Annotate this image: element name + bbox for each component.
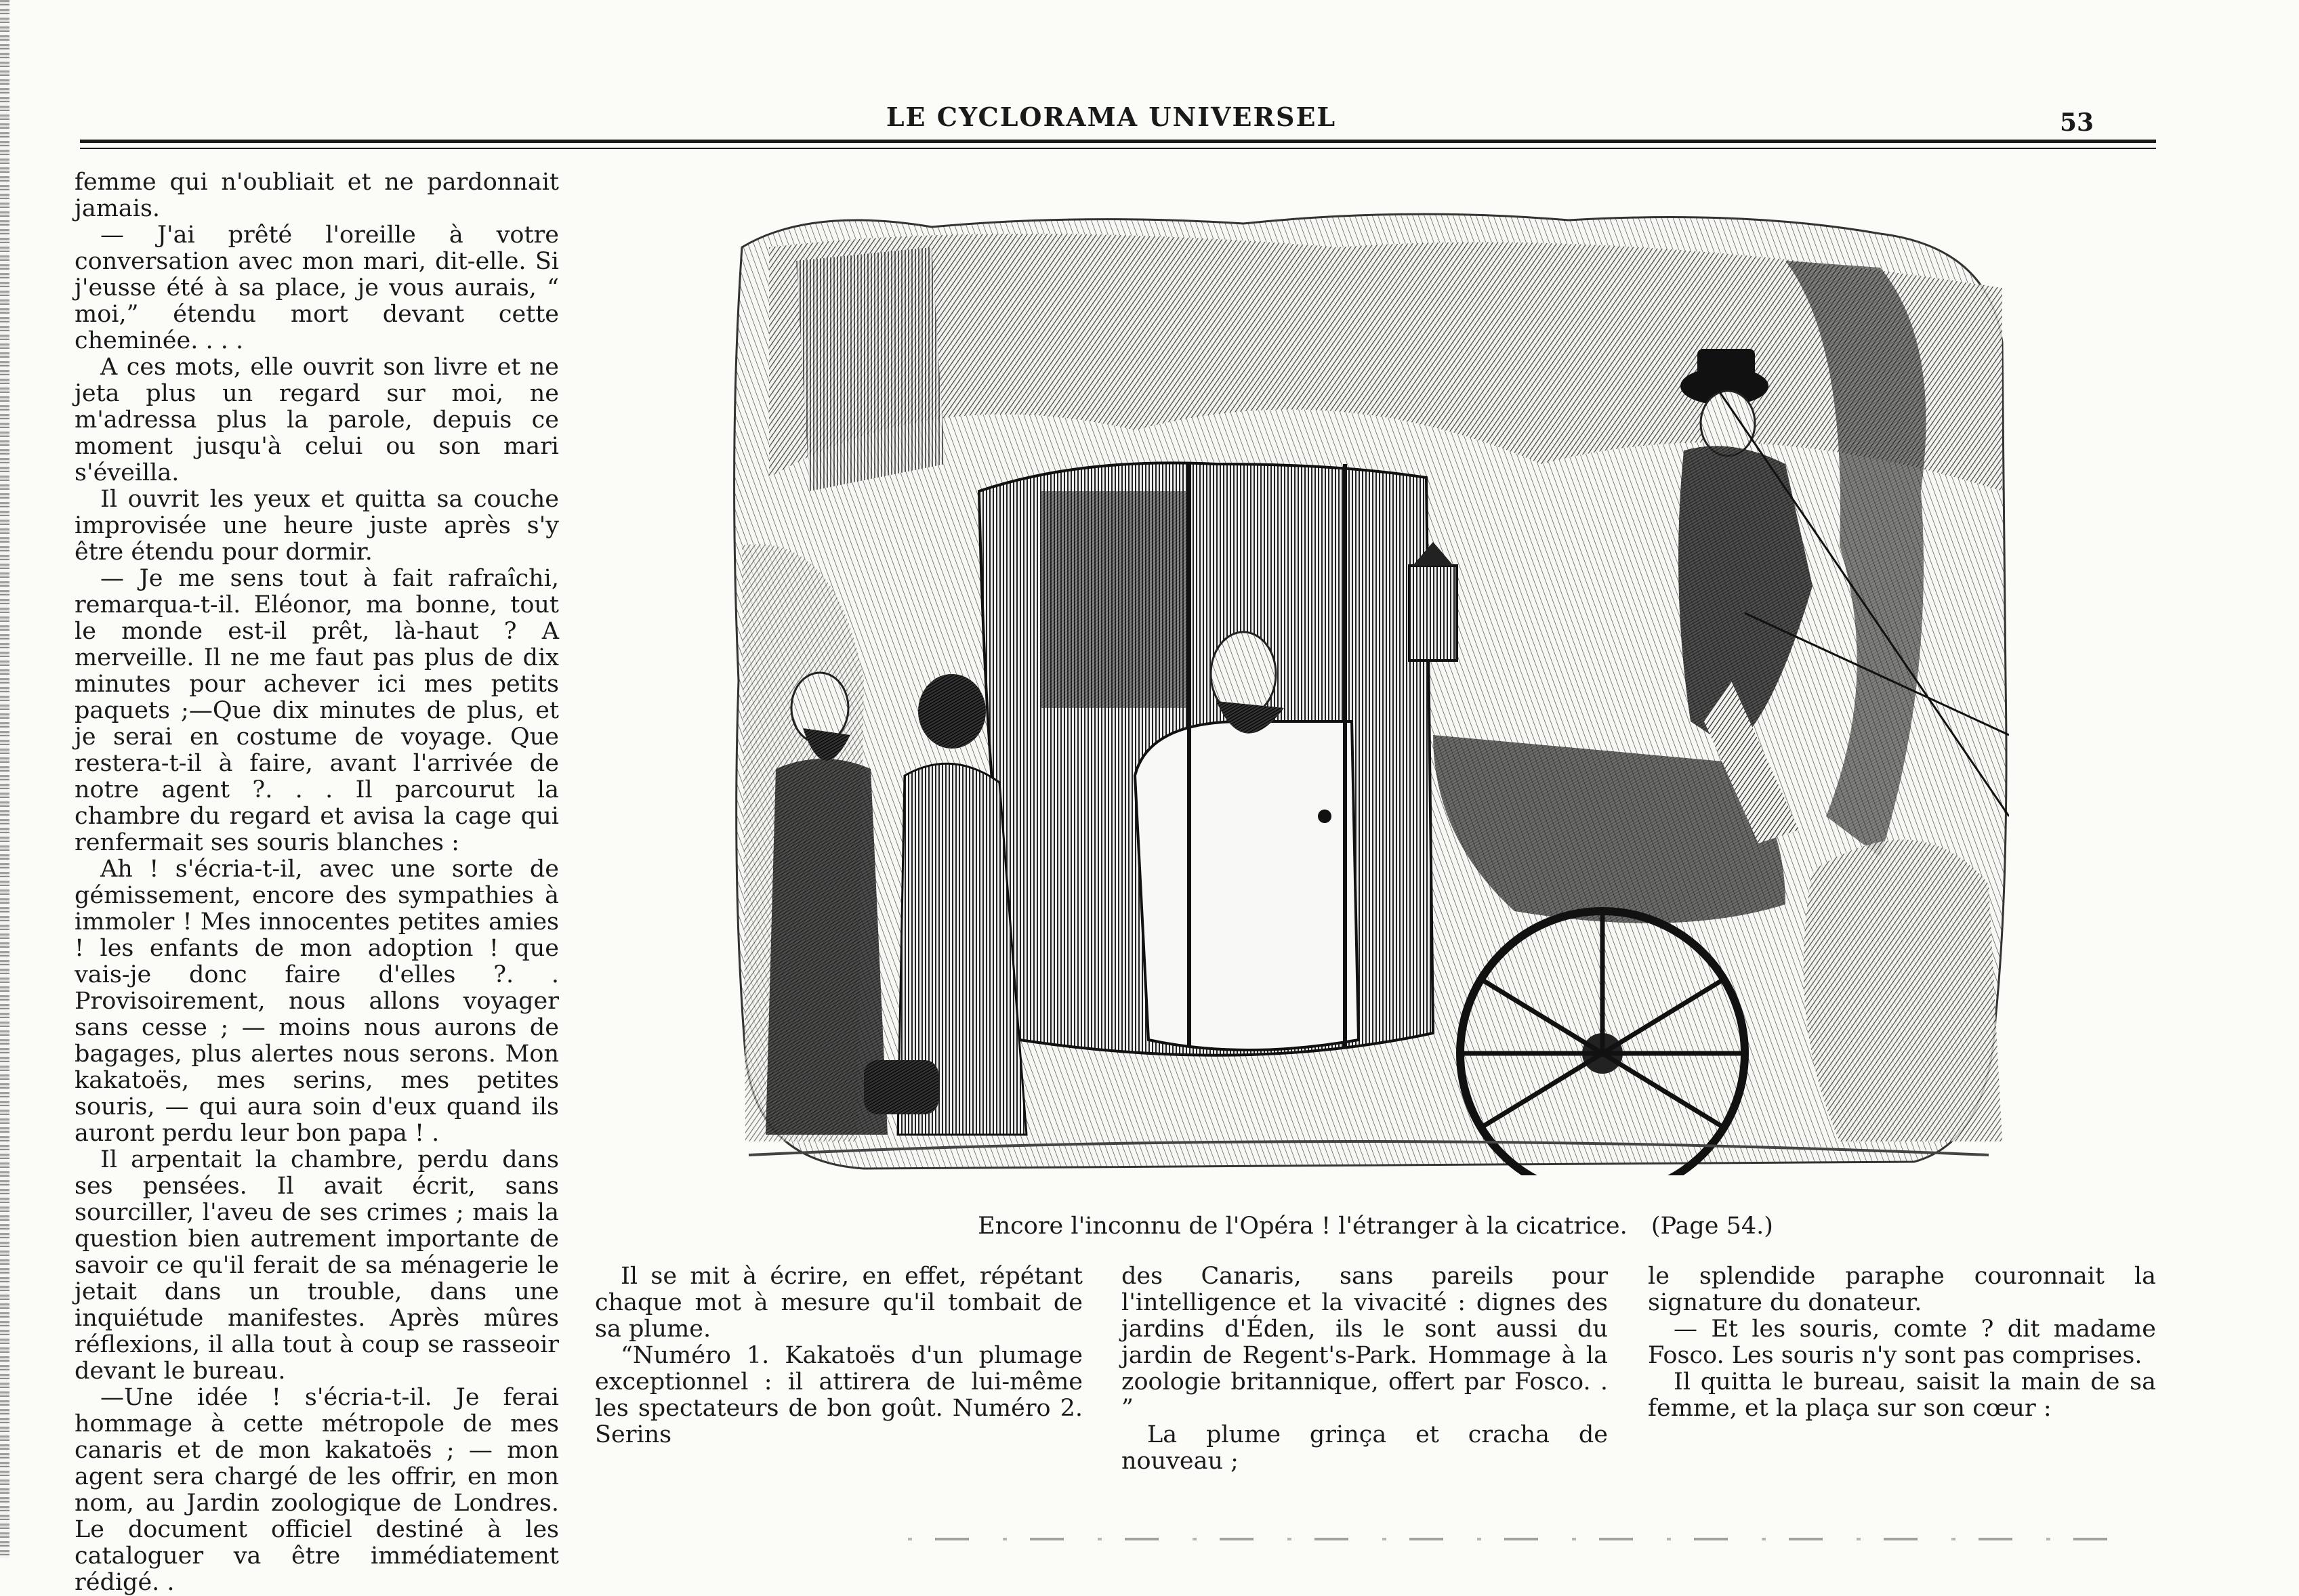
paragraph: — Je me sens tout à fait rafraîchi, remarqua-t-il. Eléonor, ma bonne, tout le monde est-il prêt, là-haut ? A merveille. Il ne me faut pas plus de dix minutes pour achever ici mes petits paquets ;—Que dix minutes de plus, et je serai en costume de voyage. Que restera-t-il à faire, avant l'arrivée de notre agent ?. . . Il parcourut la chambre du regard et avisa la cage qui renfermait ses souris blanches : xyxy=(75,565,559,856)
header-rule-thin xyxy=(80,148,2156,149)
illustration-caption xyxy=(901,1213,1850,1240)
paragraph: Il ouvrit les yeux et quitta sa couche improvisée une heure juste après s'y être étendu pour dormir. xyxy=(75,486,559,566)
paragraph: Il quitta le bureau, saisit la main de sa femme, et la plaça sur son cœur : xyxy=(1648,1368,2156,1422)
text-column-left xyxy=(75,169,559,1596)
paragraph: — J'ai prêté l'oreille à votre conversation avec mon mari, dit-elle. Si j'eusse été à sa place, je vous aurais, “ moi,” étendu mort devant cette cheminée. . . . xyxy=(75,222,559,354)
paragraph: — Et les souris, comte ? dit madame Fosco. Les souris n'y sont pas comprises. xyxy=(1648,1316,2156,1369)
paragraph: —Une idée ! s'écria-t-il. Je ferai hommage à cette métropole de mes canaris et de mon kakatoës ; — mon agent sera chargé de les offrir, en mon nom, au Jardin zoologique de Londres. Le document officiel destiné à les cataloguer va être immédiatement rédigé. . xyxy=(75,1384,559,1596)
paragraph: le splendide paraphe couronnait la signature du donateur. xyxy=(1648,1263,2156,1316)
paragraph: femme qui n'oubliait et ne pardonnait jamais. xyxy=(75,169,559,222)
print-specks xyxy=(908,1538,2114,1540)
page-binding-edge xyxy=(0,0,9,1558)
engraving-illustration xyxy=(728,207,2009,1175)
paragraph: La plume grinça et cracha de nouveau ; xyxy=(1121,1421,1608,1475)
paragraph: des Canaris, sans pareils pour l'intelligence et la vivacité : dignes des jardins d'Éden, ils le sont aussi du jardin de Regent's-Park. Hommage à la zoologie britannique, offert par Fosco. . ” xyxy=(1121,1263,1608,1422)
header-rule xyxy=(80,140,2156,143)
page-number: 53 xyxy=(2060,108,2094,137)
text-column-bottom-1 xyxy=(595,1263,1083,1448)
paragraph: “Numéro 1. Kakatoës d'un plumage exceptionnel : il attirera de lui-même les spectateurs de bon goût. Numéro 2. Serins xyxy=(595,1342,1083,1448)
paragraph: A ces mots, elle ouvrit son livre et ne jeta plus un regard sur moi, ne m'adressa plus la parole, depuis ce moment jusqu'à celui ou son mari s'éveilla. xyxy=(75,354,559,486)
paragraph: Il se mit à écrire, en effet, répétant chaque mot à mesure qu'il tombait de sa plume. xyxy=(595,1263,1083,1343)
caption-page-ref: (Page 54.) xyxy=(1651,1213,1773,1240)
text-column-bottom-2 xyxy=(1121,1263,1608,1475)
running-title: LE CYCLORAMA UNIVERSEL xyxy=(886,102,1337,132)
text-column-bottom-3 xyxy=(1648,1263,2156,1422)
paragraph: Ah ! s'écria-t-il, avec une sorte de gémissement, encore des sympathies à immoler ! Mes innocentes petites amies ! les enfants de mon adoption ! que vais-je donc faire d'elles ?. . Provisoirement, nous allons voyager sans cesse ; — moins nous aurons de bagages, plus alertes nous serons. Mon kakatoës, mes serins, mes petites souris, — qui aura soin d'eux quand ils auront perdu leur bon papa ! . xyxy=(75,856,559,1147)
caption-text: Encore l'inconnu de l'Opéra ! l'étranger à la cicatrice. xyxy=(978,1213,1628,1240)
paragraph: Il arpentait la chambre, perdu dans ses pensées. Il avait écrit, sans sourciller, l'aveu de ses crimes ; mais la question bien autrement importante de savoir ce qu'il ferait de sa ménagerie le jetait dans un trouble, dans une inquiétude manifestes. Après mûres réflexions, il alla tout à coup se rasseoir devant le bureau. xyxy=(75,1146,559,1385)
